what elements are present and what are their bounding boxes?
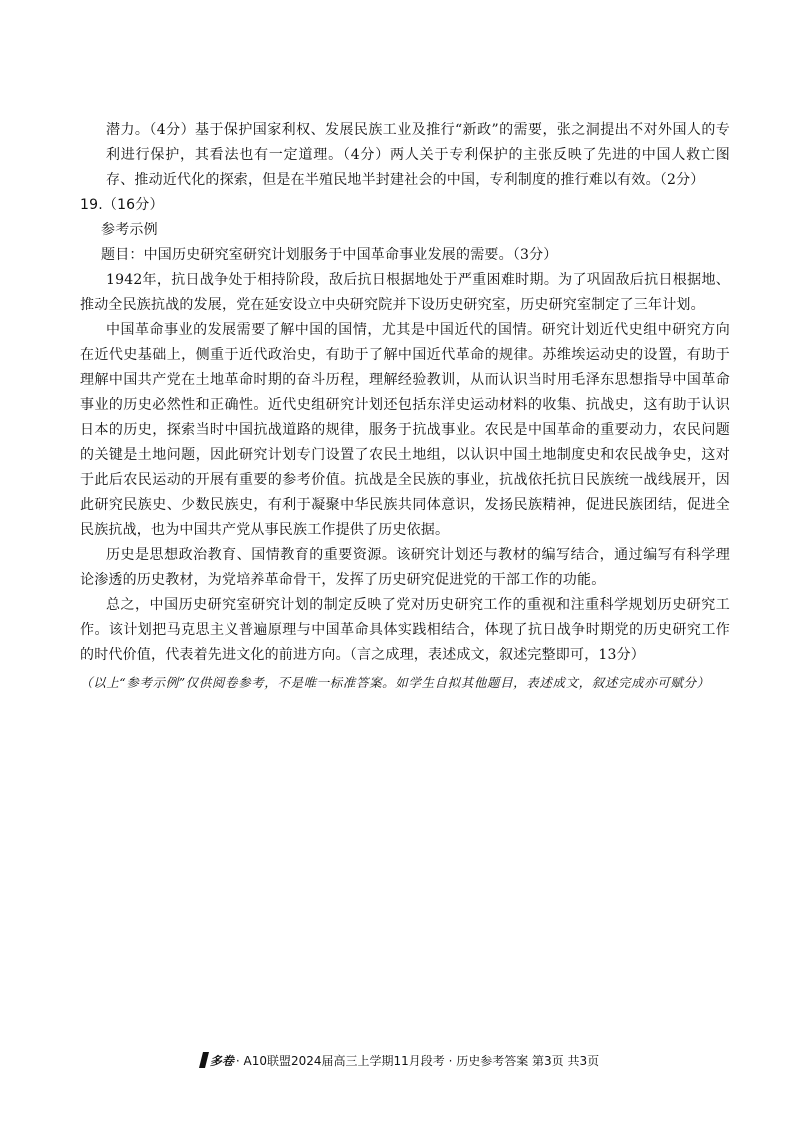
essay-paragraph-1: 1942年，抗日战争处于相持阶段，敌后抗日根据地处于严重困难时期。为了巩固敌后抗日根据地、推动全民族抗战的发展，党在延安设立中央研究院并下设历史研究室，历史研究室制定了三年计划。 (80, 272, 730, 313)
essay-paragraph-4: 总之，中国历史研究室研究计划的制定反映了党对历史研究工作的重视和注重科学规划历史研究工作。该计划把马克思主义普遍原理与中国革命具体实践相结合，体现了抗日战争时期党的历史研究工作的时代价值，代表着先进文化的前进方向。（言之成理，表述成文，叙述完整即可，13分） (80, 597, 730, 663)
q18-answer-continuation: 潜力。（4分）基于保护国家利权、发展民族工业及推行“新政”的需要，张之洞提出不对外国人的专利进行保护，其看法也有一定道理。（4分）两人关于专利保护的主张反映了先进的中国人救亡图存、推动近代化的探索，但是在半殖民地半封建社会的中国，专利制度的推行难以有效。（2分） (106, 122, 730, 188)
essay-paragraph-3: 历史是思想政治教育、国情教育的重要资源。该研究计划还与教材的编写结合，通过编写有科学理论渗透的历史教材，为党培养革命骨干，发挥了历史研究促进党的干部工作的功能。 (80, 547, 730, 588)
footer-text: · A10联盟2024届高三上学期11月段考 · 历史参考答案 第3页 共3页 (235, 1054, 600, 1068)
reference-example-label: 参考示例 (101, 222, 158, 238)
grading-note: （以上“参考示例”仅供阅卷参考，不是唯一标准答案。如学生自拟其他题目，表述成文，叙述完成亦可赋分） (80, 675, 710, 690)
essay-paragraph-2: 中国革命事业的发展需要了解中国的国情，尤其是中国近代的国情。研究计划近代史组中研究方向在近代史基础上，侧重于近代政治史，有助于了解中国近代革命的规律。苏维埃运动史的设置，有助于理解中国共产党在土地革命时期的奋斗历程，理解经验教训，从而认识当时用毛泽东思想指导中国革命事业的历史必然性和正确性。近代史组研究计划还包括东洋史运动材料的收集、抗战史，这有助于认识日本的历史，探索当时中国抗战道路的规律，服务于抗战事业。农民是中国革命的重要动力，农民问题的关键是土地问题，因此研究计划专门设置了农民土地组，以认识中国土地制度史和农民战争史，这对于此后农民运动的开展有重要的参考价值。抗战是全民族的事业，抗战依托抗日民族统一战线展开，因此研究民族史、少数民族史，有利于凝聚中华民族共同体意识，发扬民族精神，促进民族团结，促进全民族抗战，也为中国共产党从事民族工作提供了历史依据。 (80, 322, 730, 538)
page-footer (0, 1052, 800, 1069)
question-19-number: 19.（16分） (80, 197, 164, 213)
publisher-logo-text: 多卷 (209, 1054, 234, 1068)
answer-content (80, 118, 730, 695)
publisher-logo-icon (199, 1052, 209, 1068)
essay-title: 题目：中国历史研究室研究计划服务于中国革命事业发展的需要。（3分） (101, 247, 558, 263)
